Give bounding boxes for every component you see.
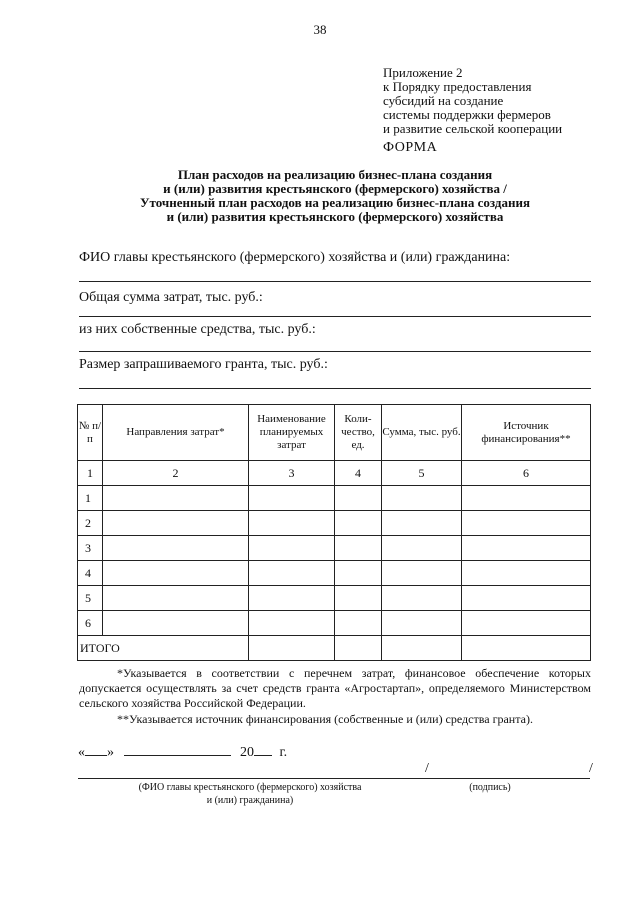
row-number: 5 (78, 586, 103, 611)
col-header-direction: Направления затрат* (103, 405, 249, 461)
cell-item-name[interactable] (249, 536, 335, 561)
year-suffix: г. (279, 745, 288, 760)
cell-quantity[interactable] (335, 511, 382, 536)
total-source[interactable] (462, 636, 591, 661)
cell-source[interactable] (462, 486, 591, 511)
sign-caption: (подпись) (469, 782, 511, 793)
date-close-quote: » (107, 745, 114, 760)
total-sum[interactable] (382, 636, 462, 661)
row-number: 3 (78, 536, 103, 561)
col-header-item-name: Наименование планируемых затрат (249, 405, 335, 461)
cell-direction[interactable] (103, 536, 249, 561)
month-field[interactable] (124, 742, 231, 756)
cell-item-name[interactable] (249, 561, 335, 586)
signature-line[interactable] (78, 778, 590, 779)
cell-item-name[interactable] (249, 586, 335, 611)
cell-item-name[interactable] (249, 511, 335, 536)
cell-quantity[interactable] (335, 611, 382, 636)
date-line (78, 742, 287, 761)
title-line: План расходов на реализацию бизнес-плана создания (177, 167, 493, 182)
appendix-line: и развитие сельской кооперации (383, 121, 563, 136)
title-line: и (или) развития крестьянского (фермерского) хозяйства / (163, 181, 507, 196)
signature-slash: / (425, 761, 429, 776)
signature-slash: / (589, 761, 593, 776)
cell-item-name[interactable] (249, 486, 335, 511)
cell-sum[interactable] (382, 561, 462, 586)
col-header-source: Источник финансирования** (462, 405, 591, 461)
column-number: 2 (103, 461, 249, 486)
cell-sum[interactable] (382, 486, 462, 511)
total-row (78, 636, 591, 661)
table-row (78, 561, 591, 586)
own-funds-line[interactable] (79, 351, 591, 352)
row-number: 4 (78, 561, 103, 586)
column-number: 5 (382, 461, 462, 486)
cell-direction[interactable] (103, 486, 249, 511)
cell-sum[interactable] (382, 586, 462, 611)
col-header-sum: Сумма, тыс. руб. (382, 405, 462, 461)
total-label: ИТОГО (78, 636, 249, 661)
year-prefix: 20 (240, 745, 254, 760)
name-caption-line: и (или) гражданина) (206, 795, 294, 806)
head-name-label: ФИО главы крестьянского (фермерского) хозяйства и (или) гражданина: (79, 250, 511, 265)
cell-sum[interactable] (382, 611, 462, 636)
table-row (78, 536, 591, 561)
table-row (78, 486, 591, 511)
grant-amount-label: Размер запрашиваемого гранта, тыс. руб.: (79, 357, 328, 372)
column-number: 6 (462, 461, 591, 486)
row-number: 2 (78, 511, 103, 536)
row-number: 6 (78, 611, 103, 636)
cell-quantity[interactable] (335, 586, 382, 611)
head-name-line[interactable] (79, 281, 591, 282)
document-title (80, 168, 590, 224)
total-costs-line[interactable] (79, 316, 591, 317)
cell-source[interactable] (462, 586, 591, 611)
name-caption (110, 781, 390, 807)
cell-direction[interactable] (103, 611, 249, 636)
own-funds-label: из них собственные средства, тыс. руб.: (79, 322, 316, 337)
year-field[interactable] (254, 742, 272, 756)
total-costs-label: Общая сумма затрат, тыс. руб.: (79, 290, 263, 305)
cell-direction[interactable] (103, 561, 249, 586)
appendix-block (383, 66, 623, 136)
cell-sum[interactable] (382, 536, 462, 561)
cell-direction[interactable] (103, 511, 249, 536)
cell-quantity[interactable] (335, 486, 382, 511)
column-number: 3 (249, 461, 335, 486)
table-row (78, 611, 591, 636)
row-number: 1 (78, 486, 103, 511)
total-quantity[interactable] (335, 636, 382, 661)
cell-source[interactable] (462, 536, 591, 561)
table-header-row (78, 405, 591, 461)
title-line: Уточненный план расходов на реализацию бизнес-плана создания (139, 195, 531, 210)
col-header-number: № п/п (78, 405, 103, 461)
col-header-quantity: Коли-чество, ед. (335, 405, 382, 461)
title-line: и (или) развития крестьянского (фермерского) хозяйства (166, 209, 504, 224)
column-number: 1 (78, 461, 103, 486)
cell-direction[interactable] (103, 586, 249, 611)
cell-source[interactable] (462, 611, 591, 636)
cell-sum[interactable] (382, 511, 462, 536)
date-open-quote: « (78, 745, 85, 760)
cell-source[interactable] (462, 511, 591, 536)
appendix-line: системы поддержки фермеров (383, 107, 551, 122)
table-row (78, 511, 591, 536)
appendix-line: Приложение 2 (383, 65, 463, 80)
footnote-1: *Указывается в соответствии с перечнем затрат, финансовое обеспечение которых допускается осуществлять за счет средств гранта «Агростартап», определяемого Министерством сельского хозяйства Российской Федерации. (79, 666, 591, 710)
appendix-line: к Порядку предоставления (383, 79, 532, 94)
page-number: 38 (313, 22, 327, 37)
appendix-line: субсидий на создание (383, 93, 504, 108)
form-label: ФОРМА (383, 140, 438, 155)
cell-quantity[interactable] (335, 536, 382, 561)
cell-item-name[interactable] (249, 611, 335, 636)
cell-quantity[interactable] (335, 561, 382, 586)
footnote-2: **Указывается источник финансирования (собственные и (или) средства гранта). (117, 712, 533, 726)
table-row (78, 586, 591, 611)
total-item-name[interactable] (249, 636, 335, 661)
column-number: 4 (335, 461, 382, 486)
name-caption-line: (ФИО главы крестьянского (фермерского) хозяйства (138, 782, 362, 793)
expenses-table (77, 404, 591, 661)
grant-amount-line[interactable] (79, 388, 591, 389)
cell-source[interactable] (462, 561, 591, 586)
column-number-row (78, 461, 591, 486)
day-field[interactable] (85, 742, 107, 756)
